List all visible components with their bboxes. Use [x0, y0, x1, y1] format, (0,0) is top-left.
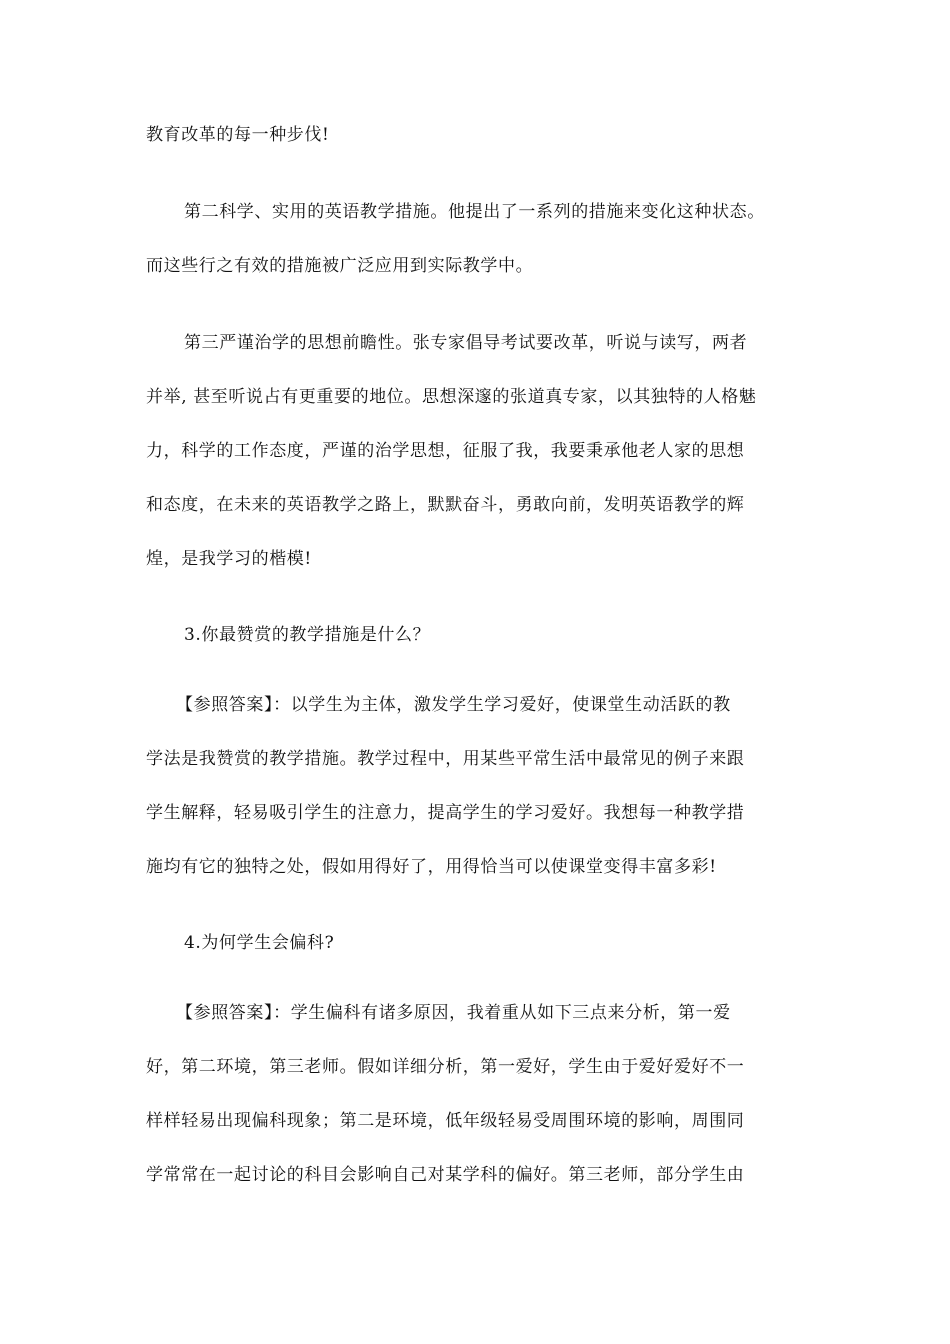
text-line: 第二科学、实用的英语教学措施。他提出了一系列的措施来变化这种状态。	[184, 202, 765, 222]
question-heading: 4.为何学生会偏科?	[184, 933, 335, 953]
text-line: 学法是我赞赏的教学措施。教学过程中，用某些平常生活中最常见的例子来跟	[146, 749, 745, 769]
text-line: 力，科学的工作态度，严谨的治学思想，征服了我，我要秉承他老人家的思想	[146, 441, 745, 461]
text-line: 教育改革的每一种步伐!	[146, 125, 330, 145]
answer-line: 【参照答案】：以学生为主体，激发学生学习爱好，使课堂生动活跃的教	[176, 695, 731, 715]
text-line: 学生解释，轻易吸引学生的注意力，提高学生的学习爱好。我想每一种教学措	[146, 803, 745, 823]
question-heading: 3.你最赞赏的教学措施是什么？	[184, 625, 431, 645]
text-line: 学常常在一起讨论的科目会影响自己对某学科的偏好。第三老师，部分学生由	[146, 1165, 745, 1185]
answer-line: 【参照答案】：学生偏科有诸多原因，我着重从如下三点来分析，第一爱	[176, 1003, 731, 1023]
text-line: 和态度，在未来的英语教学之路上，默默奋斗，勇敢向前，发明英语教学的辉	[146, 495, 745, 515]
text-line: 施均有它的独特之处，假如用得好了，用得恰当可以使课堂变得丰富多彩!	[146, 857, 717, 877]
text-line: 而这些行之有效的措施被广泛应用到实际教学中。	[146, 256, 534, 276]
text-line: 好，第二环境，第三老师。假如详细分析，第一爱好，学生由于爱好爱好不一	[146, 1057, 745, 1077]
text-line: 第三严谨治学的思想前瞻性。张专家倡导考试要改革，听说与读写，两者	[184, 333, 748, 353]
text-line: 并举, 甚至听说占有更重要的地位。思想深邃的张道真专家，以其独特的人格魅	[146, 387, 757, 407]
text-line: 煌，是我学习的楷模!	[146, 549, 312, 569]
text-line: 样样轻易出现偏科现象；第二是环境，低年级轻易受周围环境的影响，周围同	[146, 1111, 745, 1131]
